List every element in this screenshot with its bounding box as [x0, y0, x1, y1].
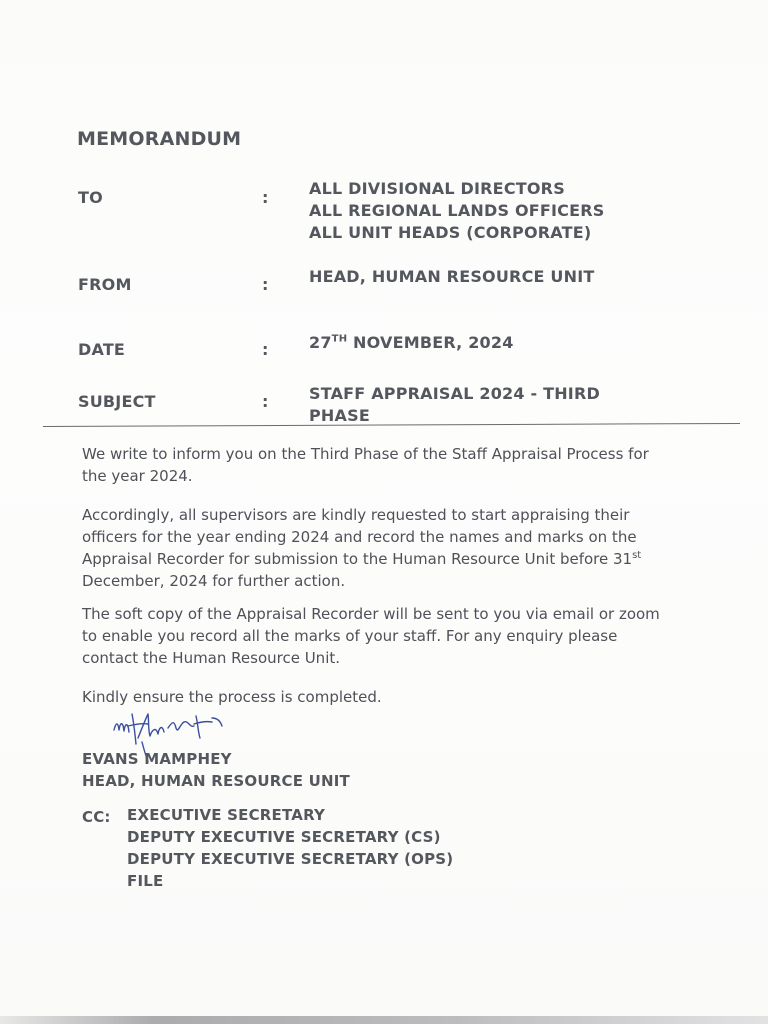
date-day-suffix: TH: [331, 333, 348, 345]
paragraph-line: December, 2024 for further action.: [82, 572, 346, 590]
paragraph-line: Kindly ensure the process is completed.: [82, 688, 382, 706]
signatory-block: [82, 748, 350, 792]
to-label: TO: [78, 188, 103, 207]
cc-label: CC:: [82, 808, 111, 826]
cc-list: [127, 804, 453, 892]
deadline-text: Appraisal Recorder for submission to the Human Resource Unit before 31: [82, 550, 633, 568]
to-colon: :: [262, 188, 269, 207]
date-rest: NOVEMBER, 2024: [347, 333, 514, 352]
date-colon: :: [262, 340, 269, 359]
deadline-suffix: st: [632, 550, 642, 561]
paragraph-1: [82, 443, 702, 487]
paragraph-2: [82, 504, 702, 592]
cc-recipient: EXECUTIVE SECRETARY: [127, 806, 326, 824]
date-value: [309, 332, 514, 354]
paragraph-3: [82, 603, 702, 669]
subject-colon: :: [262, 392, 269, 411]
paragraph-line: the year 2024.: [82, 467, 193, 485]
to-recipient: ALL DIVISIONAL DIRECTORS: [309, 179, 565, 198]
memo-heading: MEMORANDUM: [77, 128, 242, 150]
to-recipients: [309, 178, 605, 244]
paragraph-line: officers for the year ending 2024 and record the names and marks on the: [82, 528, 637, 546]
date-day: 27: [309, 333, 332, 352]
from-colon: :: [262, 275, 269, 294]
cc-recipient: FILE: [127, 872, 164, 890]
to-recipient: ALL REGIONAL LANDS OFFICERS: [309, 201, 605, 220]
paragraph-line: Accordingly, all supervisors are kindly requested to start appraising their: [82, 506, 630, 524]
subject-line: PHASE: [309, 406, 370, 425]
from-label: FROM: [78, 275, 132, 294]
subject-label: SUBJECT: [78, 392, 156, 411]
subject-line: STAFF APPRAISAL 2024 - THIRD: [309, 384, 600, 403]
date-label: DATE: [78, 340, 126, 359]
subject-value: [309, 383, 600, 427]
paragraph-line: contact the Human Resource Unit.: [82, 649, 341, 667]
paragraph-line: The soft copy of the Appraisal Recorder will be sent to you via email or zoom: [82, 605, 660, 623]
scan-bottom-edge: [0, 1016, 768, 1024]
paragraph-line: to enable you record all the marks of your staff. For any enquiry please: [82, 627, 618, 645]
to-recipient: ALL UNIT HEADS (CORPORATE): [309, 223, 592, 242]
from-text: HEAD, HUMAN RESOURCE UNIT: [309, 267, 595, 286]
paragraph-line: [82, 548, 702, 570]
cc-recipient: DEPUTY EXECUTIVE SECRETARY (OPS): [127, 850, 454, 868]
paragraph-line: We write to inform you on the Third Phase of the Staff Appraisal Process for: [82, 445, 649, 463]
signatory-title: HEAD, HUMAN RESOURCE UNIT: [82, 772, 350, 790]
cc-recipient: DEPUTY EXECUTIVE SECRETARY (CS): [127, 828, 441, 846]
from-value: [309, 266, 594, 288]
signatory-name: EVANS MAMPHEY: [82, 750, 232, 768]
